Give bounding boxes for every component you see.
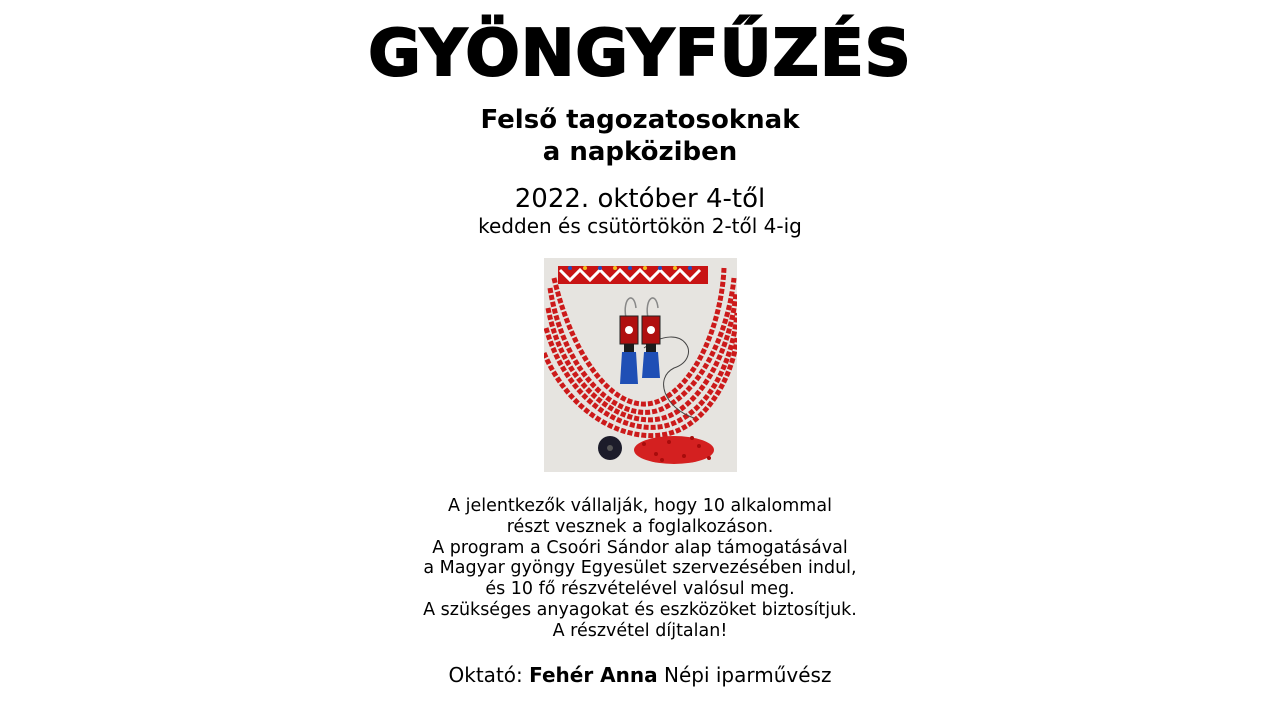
description-line: a Magyar gyöngy Egyesület szervezésében indul, <box>423 558 857 579</box>
description-line: A jelentkezők vállalják, hogy 10 alkalommal <box>448 496 832 516</box>
teacher-role: Népi iparművész <box>663 663 832 687</box>
description-line: részt vesznek a foglalkozáson. <box>506 516 774 537</box>
schedule: kedden és csütörtökön 2-től 4-ig <box>478 214 802 238</box>
description-line: és 10 fő részvételével valósul meg. <box>485 579 795 600</box>
teacher-line <box>0 662 1280 688</box>
description-line: A program a Csoóri Sándor alap támogatásával <box>432 537 848 558</box>
subtitle-line-2: a napköziben <box>542 137 738 167</box>
description-line: A részvétel díjtalan! <box>552 620 728 641</box>
description-line: A szükséges anyagokat és eszközöket biztosítjuk. <box>423 599 857 620</box>
start-date: 2022. október 4-től <box>514 184 766 214</box>
subtitle-line-1: Felső tagozatosoknak <box>480 105 800 135</box>
teacher-label: Oktató: <box>448 663 523 687</box>
beadwork-icon <box>544 258 737 472</box>
poster-title: GYÖNGYFŰZÉS <box>368 17 912 91</box>
beaded-band <box>558 266 708 284</box>
description <box>0 496 1280 642</box>
teacher-name: Fehér Anna <box>529 663 658 687</box>
beadwork-photo <box>544 258 737 472</box>
